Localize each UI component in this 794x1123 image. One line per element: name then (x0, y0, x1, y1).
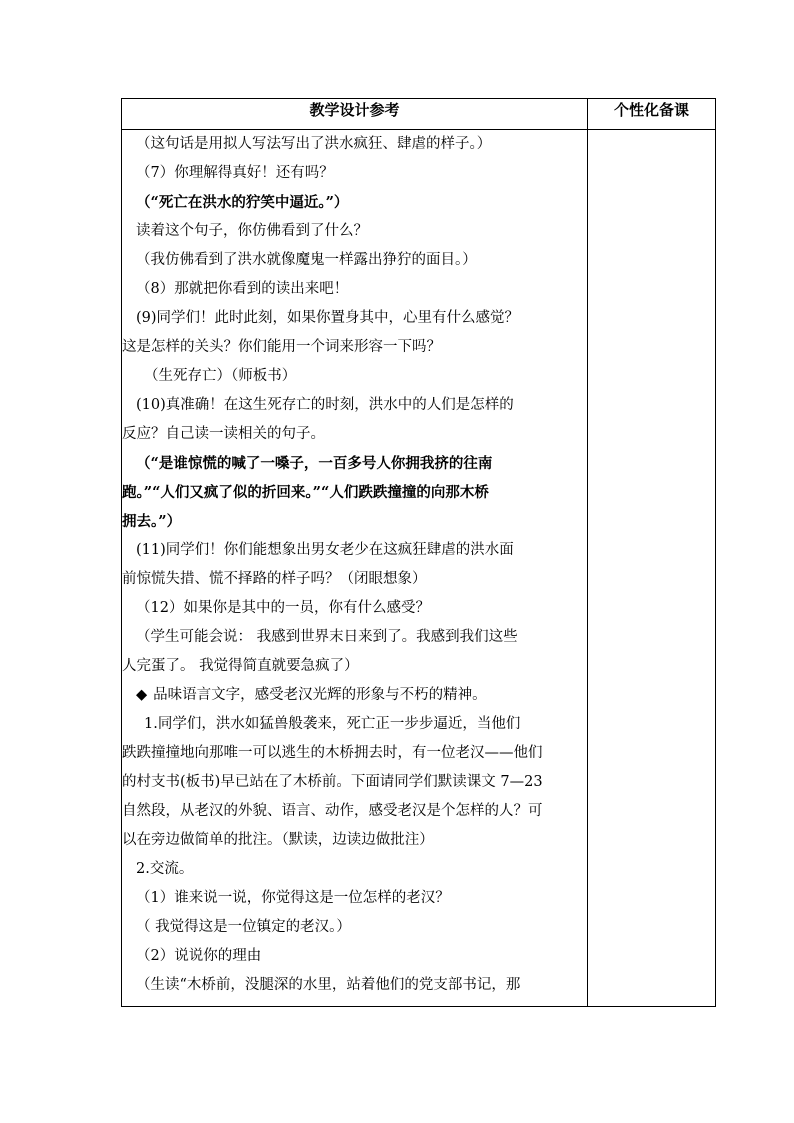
lesson-plan-table (121, 98, 716, 1007)
table-header-row (122, 99, 716, 130)
text-line: 1.同学们，洪水如猛兽般袭来，死亡正一步步逼近，当他们 (144, 716, 521, 732)
text-line: 读着这个句子，你仿佛看到了什么？ (136, 223, 368, 239)
teaching-design-content (122, 130, 588, 1007)
text-line: 自然段，从老汉的外貌、语言、动作，感受老汉是个怎样的人？可 (122, 803, 543, 819)
text-line: （我仿佛看到了洪水就像魔鬼一样露出狰狞的面目。） (136, 252, 477, 268)
text-line: （12）如果你是其中的一员，你有什么感受？ (136, 600, 430, 616)
text-line: 的村支书(板书)早已站在了木桥前。下面请同学们默读课文 7—23 (122, 774, 543, 790)
text-line: 拥去。”） (122, 513, 182, 530)
text-line: （“死亡在洪水的狞笑中逼近。”） (136, 194, 349, 211)
text-line: 人完蛋了。 我觉得简直就要急疯了） (122, 658, 359, 674)
text-line: （7）你理解得真好！还有吗？ (136, 165, 334, 181)
text-line: (9)同学们！此时此刻，如果你置身其中，心里有什么感觉？ (136, 310, 520, 326)
text-line: （2）说说你的理由 (136, 948, 262, 964)
text-line: （学生可能会说： 我感到世界末日来到了。我感到我们这些 (136, 629, 518, 645)
text-line: （生读“木桥前，没腿深的水里，站着他们的党支部书记，那 (136, 977, 521, 993)
text-line: 2.交流。 (136, 861, 194, 877)
text-line: 前惊慌失措、慌不择路的样子吗？（闭眼想象） (122, 571, 427, 587)
text-line: （8）那就把你看到的读出来吧！ (136, 281, 349, 297)
text-line: （ 我觉得这是一位镇定的老汉。） (136, 919, 351, 935)
bullet-heading (122, 681, 587, 710)
text-line: （“是谁惊慌的喊了一嗓子，一百多号人你拥我挤的往南 (136, 455, 493, 472)
header-teaching-design: 教学设计参考 (122, 99, 588, 130)
diamond-bullet-icon: ◆ (136, 687, 148, 703)
text-line: （生死存亡）（师板书） (144, 368, 297, 384)
text-line: 反应？自己读一读相关的句子。 (122, 426, 325, 442)
text-line: (11)同学们！你们能想象出男女老少在这疯狂肆虐的洪水面 (136, 542, 514, 558)
text-line: 跑。”“人们又疯了似的折回来。”“人们跌跌撞撞的向那木桥 (122, 484, 489, 501)
header-personalized-prep: 个性化备课 (588, 99, 716, 130)
text-line: 跌跌撞撞地向那唯一可以逃生的木桥拥去时，有一位老汉——他们 (122, 745, 543, 761)
bullet-heading-text: 品味语言文字，感受老汉光辉的形象与不朽的精神。 (153, 687, 487, 703)
table-content-row (122, 130, 716, 1007)
text-line: （1）谁来说一说，你觉得这是一位怎样的老汉？ (136, 890, 450, 906)
text-line: (10)真准确！在这生死存亡的时刻，洪水中的人们是怎样的 (136, 397, 514, 413)
text-line: 以在旁边做简单的批注。（默读，边读边做批注） (122, 832, 434, 848)
text-line: （这句话是用拟人写法写出了洪水疯狂、肆虐的样子。） (136, 136, 492, 152)
text-line: 这是怎样的关头？你们能用一个词来形容一下吗？ (122, 339, 441, 355)
personalized-prep-column (588, 130, 716, 1007)
